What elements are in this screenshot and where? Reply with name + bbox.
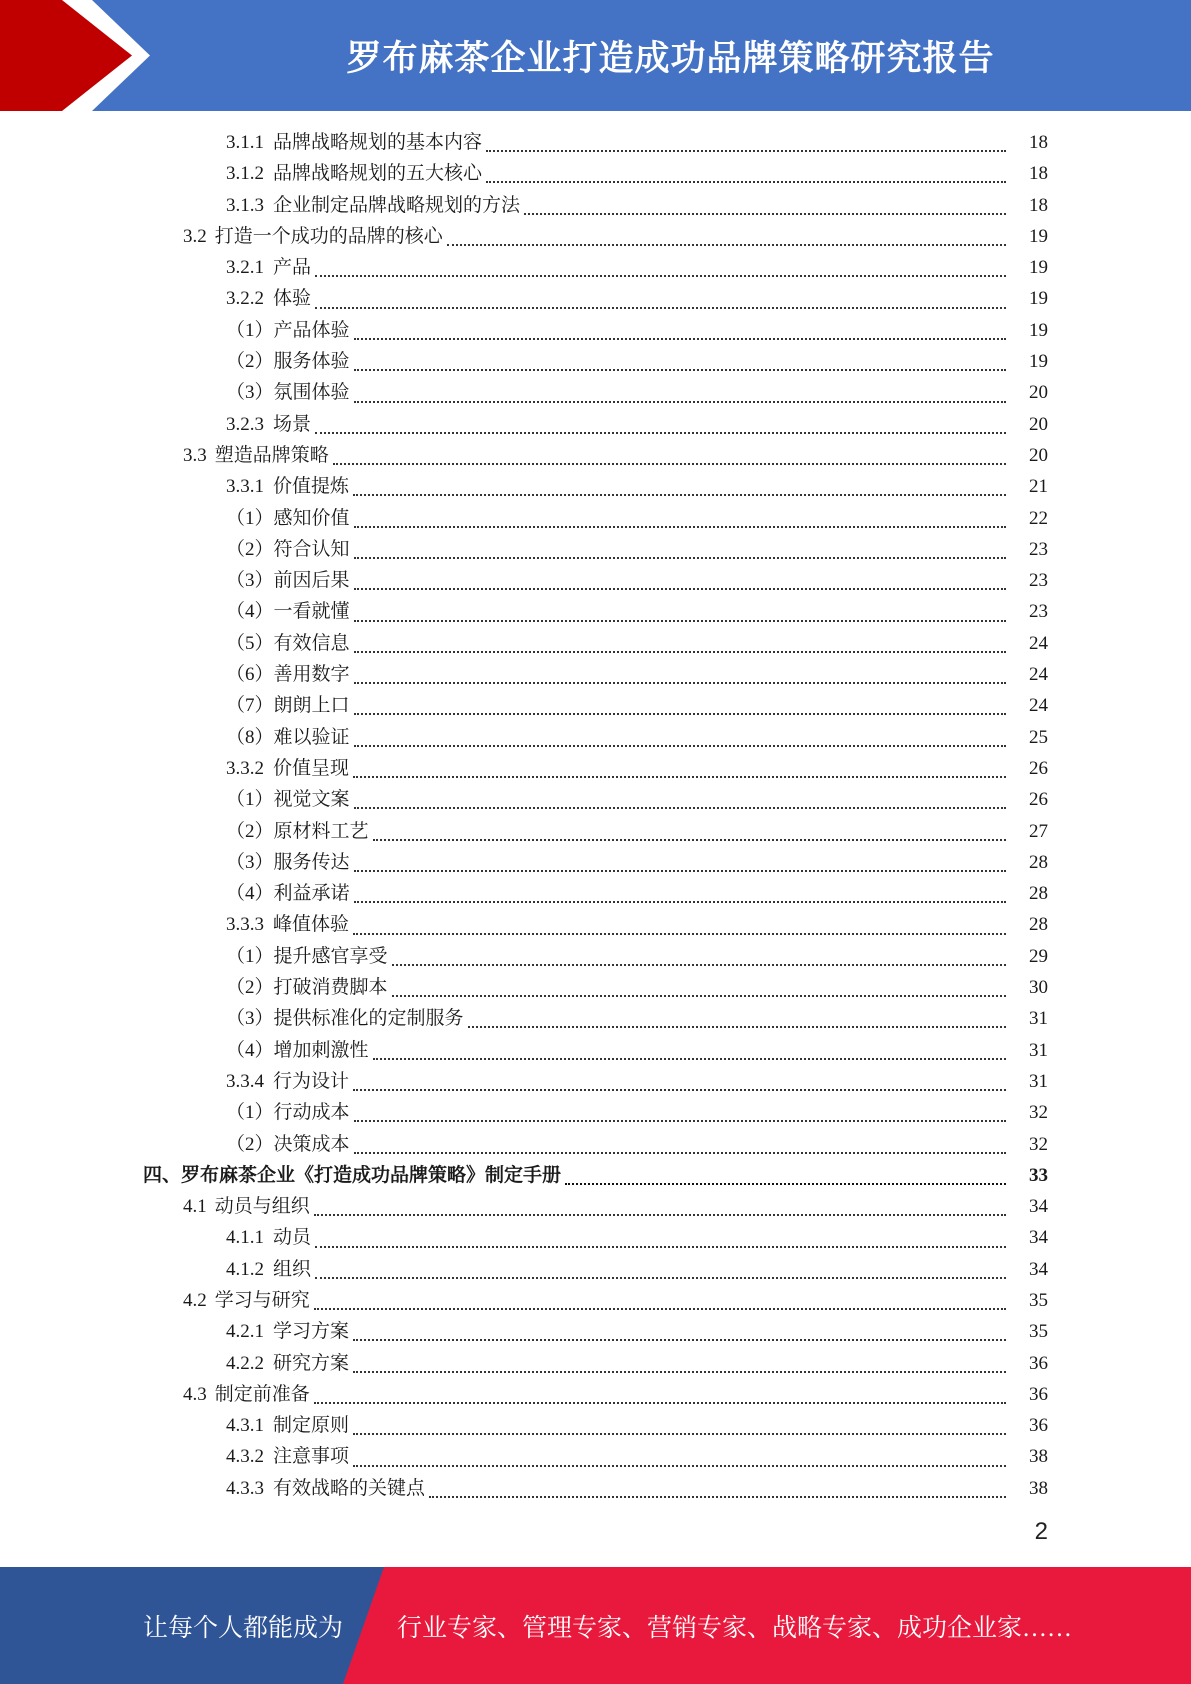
toc-entry-number: 3.1.2: [226, 163, 264, 185]
toc-entry-number: 3.3.4: [226, 1070, 264, 1092]
toc-entry-title: 决策成本: [273, 1133, 350, 1155]
toc-entry-page: 26: [1029, 789, 1048, 811]
toc-dot-leader: [565, 1182, 1006, 1185]
toc-dot-leader: [353, 932, 1006, 935]
toc-dot-leader: [392, 994, 1006, 997]
toc-entry-page: 20: [1029, 444, 1048, 466]
toc-entry-title: 品牌战略规划的五大核心: [273, 163, 483, 185]
toc-entry-page: 35: [1029, 1321, 1048, 1343]
toc-entry-title: 研究方案: [273, 1352, 350, 1374]
toc-entry-number: （1）: [226, 507, 274, 529]
toc-dot-leader: [468, 1025, 1006, 1028]
toc-entry[interactable]: [0, 1222, 1191, 1253]
toc-entry-title: 组织: [273, 1258, 312, 1280]
toc-dot-leader: [333, 462, 1006, 465]
toc-entry-number: 3.3.3: [226, 914, 264, 936]
toc-dot-leader: [354, 619, 1006, 622]
toc-entry-number: 3.2.1: [226, 257, 264, 279]
toc-dot-leader: [354, 650, 1006, 653]
toc-entry[interactable]: [0, 1285, 1191, 1316]
toc-entry-page: 34: [1029, 1258, 1048, 1280]
toc-entry-page: 38: [1029, 1477, 1048, 1499]
toc-dot-leader: [486, 149, 1006, 152]
toc-dot-leader: [314, 1401, 1006, 1404]
toc-entry[interactable]: [0, 190, 1191, 221]
toc-dot-leader: [314, 1307, 1006, 1310]
toc-entry[interactable]: [0, 1348, 1191, 1379]
toc-dot-leader: [373, 838, 1006, 841]
toc-entry-number: 4.2.2: [226, 1352, 264, 1374]
toc-entry-page: 25: [1029, 726, 1048, 748]
toc-entry[interactable]: [0, 690, 1191, 721]
toc-entry-title: 价值呈现: [273, 757, 350, 779]
toc-entry-page: 30: [1029, 977, 1048, 999]
toc-entry-page: 28: [1029, 883, 1048, 905]
toc-entry-page: 23: [1029, 538, 1048, 560]
toc-dot-leader: [353, 775, 1006, 778]
toc-entry-page: 18: [1029, 194, 1048, 216]
toc-entry-number: 3.3.1: [226, 476, 264, 498]
toc-entry[interactable]: [0, 847, 1191, 878]
toc-entry-number: （3）: [226, 851, 274, 873]
toc-dot-leader: [486, 180, 1006, 183]
toc-entry-title: 行为设计: [273, 1070, 350, 1092]
toc-entry-page: 19: [1029, 351, 1048, 373]
toc-entry-title: 体验: [273, 288, 312, 310]
toc-entry[interactable]: [0, 1160, 1191, 1191]
toc-entry-page: 18: [1029, 163, 1048, 185]
toc-entry-number: 3.1.3: [226, 194, 264, 216]
toc-dot-leader: [315, 274, 1006, 277]
toc-dot-leader: [354, 525, 1006, 528]
toc-entry-title: 制定原则: [273, 1415, 350, 1437]
header-chevron-decoration: [0, 0, 160, 111]
toc-entry-page: 38: [1029, 1446, 1048, 1468]
toc-dot-leader: [315, 431, 1006, 434]
toc-entry-number: （8）: [226, 726, 274, 748]
toc-dot-leader: [354, 712, 1006, 715]
toc-dot-leader: [353, 1088, 1006, 1091]
toc-entry[interactable]: [0, 409, 1191, 440]
toc-entry-number: （4）: [226, 1039, 274, 1061]
toc-entry-page: 22: [1029, 507, 1048, 529]
toc-entry-title: 氛围体验: [273, 382, 350, 404]
toc-entry-number: （1）: [226, 1102, 274, 1124]
toc-entry-number: （5）: [226, 632, 274, 654]
toc-entry-number: （6）: [226, 664, 274, 686]
toc-entry-page: 23: [1029, 601, 1048, 623]
toc-entry-number: 3.2: [183, 225, 207, 247]
toc-entry-number: 3.3: [183, 444, 207, 466]
toc-entry-title: 峰值体验: [273, 914, 350, 936]
toc-entry[interactable]: [0, 377, 1191, 408]
page-footer: [0, 1567, 1191, 1684]
toc-entry-title: 品牌战略规划的基本内容: [273, 132, 483, 153]
toc-entry-page: 28: [1029, 914, 1048, 936]
toc-entry[interactable]: [0, 1254, 1191, 1285]
toc-entry[interactable]: [0, 471, 1191, 502]
toc-dot-leader: [373, 1057, 1006, 1060]
toc-dot-leader: [354, 900, 1006, 903]
toc-dot-leader: [429, 1495, 1006, 1498]
page-number: 2: [1034, 1518, 1048, 1545]
toc-entry[interactable]: [0, 503, 1191, 534]
toc-dot-leader: [354, 806, 1006, 809]
toc-dot-leader: [354, 1119, 1006, 1122]
toc-entry-number: （1）: [226, 945, 274, 967]
toc-entry-title: 前因后果: [273, 570, 350, 592]
toc-entry-number: 4.3.1: [226, 1415, 264, 1437]
toc-entry-page: 32: [1029, 1102, 1048, 1124]
toc-entry-page: 34: [1029, 1196, 1048, 1218]
toc-entry[interactable]: [0, 1473, 1191, 1504]
toc-entry[interactable]: [0, 628, 1191, 659]
toc-entry-title: 感知价值: [273, 507, 350, 529]
toc-entry-title: 有效战略的关键点: [273, 1477, 426, 1499]
toc-entry-number: 4.2: [183, 1289, 207, 1311]
toc-entry-page: 26: [1029, 757, 1048, 779]
toc-entry-title: 有效信息: [273, 632, 350, 654]
toc-entry[interactable]: [0, 909, 1191, 940]
toc-entry[interactable]: [0, 722, 1191, 753]
toc-entry[interactable]: [0, 127, 1191, 158]
toc-entry-page: 19: [1029, 257, 1048, 279]
toc-entry-page: 31: [1029, 1008, 1048, 1030]
toc-entry-number: 4.3.2: [226, 1446, 264, 1468]
toc-entry[interactable]: [0, 158, 1191, 189]
toc-entry[interactable]: [0, 1097, 1191, 1128]
toc-entry-page: 31: [1029, 1070, 1048, 1092]
toc-entry-number: 3.3.2: [226, 757, 264, 779]
toc-dot-leader: [354, 400, 1006, 403]
footer-slogan-roles: 行业专家、管理专家、营销专家、战略专家、成功企业家……: [397, 1614, 1073, 1642]
toc-dot-leader: [315, 1245, 1006, 1248]
toc-entry[interactable]: [0, 1003, 1191, 1034]
toc-entry-page: 29: [1029, 945, 1048, 967]
toc-entry-title: 打造一个成功的品牌的核心: [214, 225, 443, 247]
toc-entry-number: 3.2.2: [226, 288, 264, 310]
toc-entry-title: 视觉文案: [273, 789, 350, 811]
toc-entry-page: 36: [1029, 1383, 1048, 1405]
toc-entry[interactable]: [0, 534, 1191, 565]
toc-entry-page: 24: [1029, 632, 1048, 654]
toc-dot-leader: [353, 1432, 1006, 1435]
toc-entry-page: 34: [1029, 1227, 1048, 1249]
report-title: 罗布麻茶企业打造成功品牌策略研究报告: [346, 38, 995, 79]
toc-entry[interactable]: [0, 784, 1191, 815]
toc-entry-page: 19: [1029, 225, 1048, 247]
toc-entry-page: 36: [1029, 1415, 1048, 1437]
toc-entry[interactable]: [0, 753, 1191, 784]
toc-entry-title: 企业制定品牌战略规划的方法: [273, 194, 521, 216]
toc-dot-leader: [354, 681, 1006, 684]
toc-dot-leader: [354, 744, 1006, 747]
toc-dot-leader: [315, 306, 1006, 309]
toc-entry[interactable]: [0, 1379, 1191, 1410]
toc-entry-title: 场景: [273, 413, 312, 435]
toc-entry-page: 23: [1029, 570, 1048, 592]
toc-entry-page: 19: [1029, 288, 1048, 310]
table-of-contents: [0, 127, 1191, 1504]
toc-entry-number: （2）: [226, 1133, 274, 1155]
toc-entry-title: 产品: [273, 257, 312, 279]
toc-entry-title: 利益承诺: [273, 883, 350, 905]
toc-entry[interactable]: [0, 565, 1191, 596]
toc-entry-page: 31: [1029, 1039, 1048, 1061]
toc-entry[interactable]: [0, 1035, 1191, 1066]
toc-entry-number: （2）: [226, 351, 274, 373]
toc-entry[interactable]: [0, 659, 1191, 690]
toc-entry[interactable]: [0, 221, 1191, 252]
toc-entry[interactable]: [0, 1410, 1191, 1441]
toc-entry-page: 21: [1029, 476, 1048, 498]
toc-dot-leader: [354, 556, 1006, 559]
toc-entry-number: （4）: [226, 601, 274, 623]
toc-entry-title: 罗布麻茶企业《打造成功品牌策略》制定手册: [181, 1164, 562, 1186]
toc-entry-number: 4.2.1: [226, 1321, 264, 1343]
toc-entry-title: 符合认知: [273, 538, 350, 560]
toc-entry-number: 4.1.2: [226, 1258, 264, 1280]
toc-entry-title: 难以验证: [273, 726, 350, 748]
toc-entry[interactable]: [0, 1316, 1191, 1347]
toc-entry[interactable]: [0, 596, 1191, 627]
toc-dot-leader: [447, 243, 1006, 246]
toc-entry-title: 一看就懂: [273, 601, 350, 623]
footer-slogan-lead: 让每个人都能成为: [143, 1614, 344, 1642]
toc-dot-leader: [353, 1464, 1006, 1467]
toc-entry[interactable]: [0, 252, 1191, 283]
toc-entry[interactable]: [0, 283, 1191, 314]
toc-entry-title: 提升感官享受: [273, 945, 388, 967]
toc-dot-leader: [354, 1151, 1006, 1154]
toc-entry-title: 塑造品牌策略: [214, 444, 329, 466]
toc-entry-title: 动员与组织: [214, 1196, 310, 1218]
page-header: [0, 0, 1191, 111]
toc-entry-title: 增加刺激性: [273, 1039, 369, 1061]
toc-entry[interactable]: [0, 816, 1191, 847]
toc-entry-page: 36: [1029, 1352, 1048, 1374]
toc-entry-page: 24: [1029, 664, 1048, 686]
toc-entry[interactable]: [0, 440, 1191, 471]
toc-dot-leader: [353, 1370, 1006, 1373]
toc-entry-number: （2）: [226, 538, 274, 560]
toc-dot-leader: [524, 212, 1006, 215]
toc-entry[interactable]: [0, 1191, 1191, 1222]
toc-entry-title: 原材料工艺: [273, 820, 369, 842]
toc-entry-number: （1）: [226, 319, 274, 341]
toc-entry-title: 产品体验: [273, 319, 350, 341]
toc-entry-title: 服务体验: [273, 351, 350, 373]
toc-entry[interactable]: [0, 941, 1191, 972]
toc-entry-number: 4.3.3: [226, 1477, 264, 1499]
toc-entry-title: 打破消费脚本: [273, 977, 388, 999]
toc-entry-title: 服务传达: [273, 851, 350, 873]
toc-entry-page: 20: [1029, 413, 1048, 435]
toc-entry-page: 27: [1029, 820, 1048, 842]
toc-entry-page: 32: [1029, 1133, 1048, 1155]
toc-entry-number: （2）: [226, 820, 274, 842]
toc-entry[interactable]: [0, 346, 1191, 377]
toc-dot-leader: [354, 587, 1006, 590]
toc-entry-number: 3.2.3: [226, 413, 264, 435]
toc-dot-leader: [315, 1276, 1006, 1279]
toc-entry-number: （3）: [226, 570, 274, 592]
toc-entry-page: 18: [1029, 132, 1048, 153]
toc-entry-title: 价值提炼: [273, 476, 350, 498]
toc-entry-number: （1）: [226, 789, 274, 811]
toc-entry-page: 24: [1029, 695, 1048, 717]
toc-entry-number: （3）: [226, 1008, 274, 1030]
toc-entry-title: 制定前准备: [214, 1383, 310, 1405]
toc-dot-leader: [354, 368, 1006, 371]
toc-entry-page: 33: [1029, 1164, 1048, 1186]
toc-entry[interactable]: [0, 1066, 1191, 1097]
toc-entry-title: 学习方案: [273, 1321, 350, 1343]
toc-entry-title: 学习与研究: [214, 1289, 310, 1311]
toc-entry[interactable]: [0, 315, 1191, 346]
toc-dot-leader: [314, 1213, 1006, 1216]
toc-dot-leader: [353, 493, 1006, 496]
toc-entry-title: 行动成本: [273, 1102, 350, 1124]
toc-entry-title: 善用数字: [273, 664, 350, 686]
toc-entry-number: 4.1.1: [226, 1227, 264, 1249]
toc-entry-number: 4.3: [183, 1383, 207, 1405]
toc-dot-leader: [392, 963, 1006, 966]
toc-entry-number: 四、: [143, 1164, 182, 1186]
toc-entry[interactable]: [0, 878, 1191, 909]
toc-entry-title: 朗朗上口: [273, 695, 350, 717]
toc-entry-number: 4.1: [183, 1196, 207, 1218]
toc-entry[interactable]: [0, 1441, 1191, 1472]
toc-entry-number: （7）: [226, 695, 274, 717]
toc-entry-number: （4）: [226, 883, 274, 905]
toc-entry-number: （2）: [226, 977, 274, 999]
toc-entry-title: 动员: [273, 1227, 312, 1249]
toc-dot-leader: [353, 1338, 1006, 1341]
toc-entry[interactable]: [0, 972, 1191, 1003]
toc-entry-page: 28: [1029, 851, 1048, 873]
toc-entry-page: 20: [1029, 382, 1048, 404]
toc-entry-title: 注意事项: [273, 1446, 350, 1468]
toc-entry-page: 35: [1029, 1289, 1048, 1311]
toc-dot-leader: [354, 869, 1006, 872]
toc-entry-number: 3.1.1: [226, 132, 264, 153]
toc-entry-number: （3）: [226, 382, 274, 404]
toc-entry-title: 提供标准化的定制服务: [273, 1008, 464, 1030]
toc-dot-leader: [354, 337, 1006, 340]
toc-entry-page: 19: [1029, 319, 1048, 341]
toc-entry[interactable]: [0, 1129, 1191, 1160]
